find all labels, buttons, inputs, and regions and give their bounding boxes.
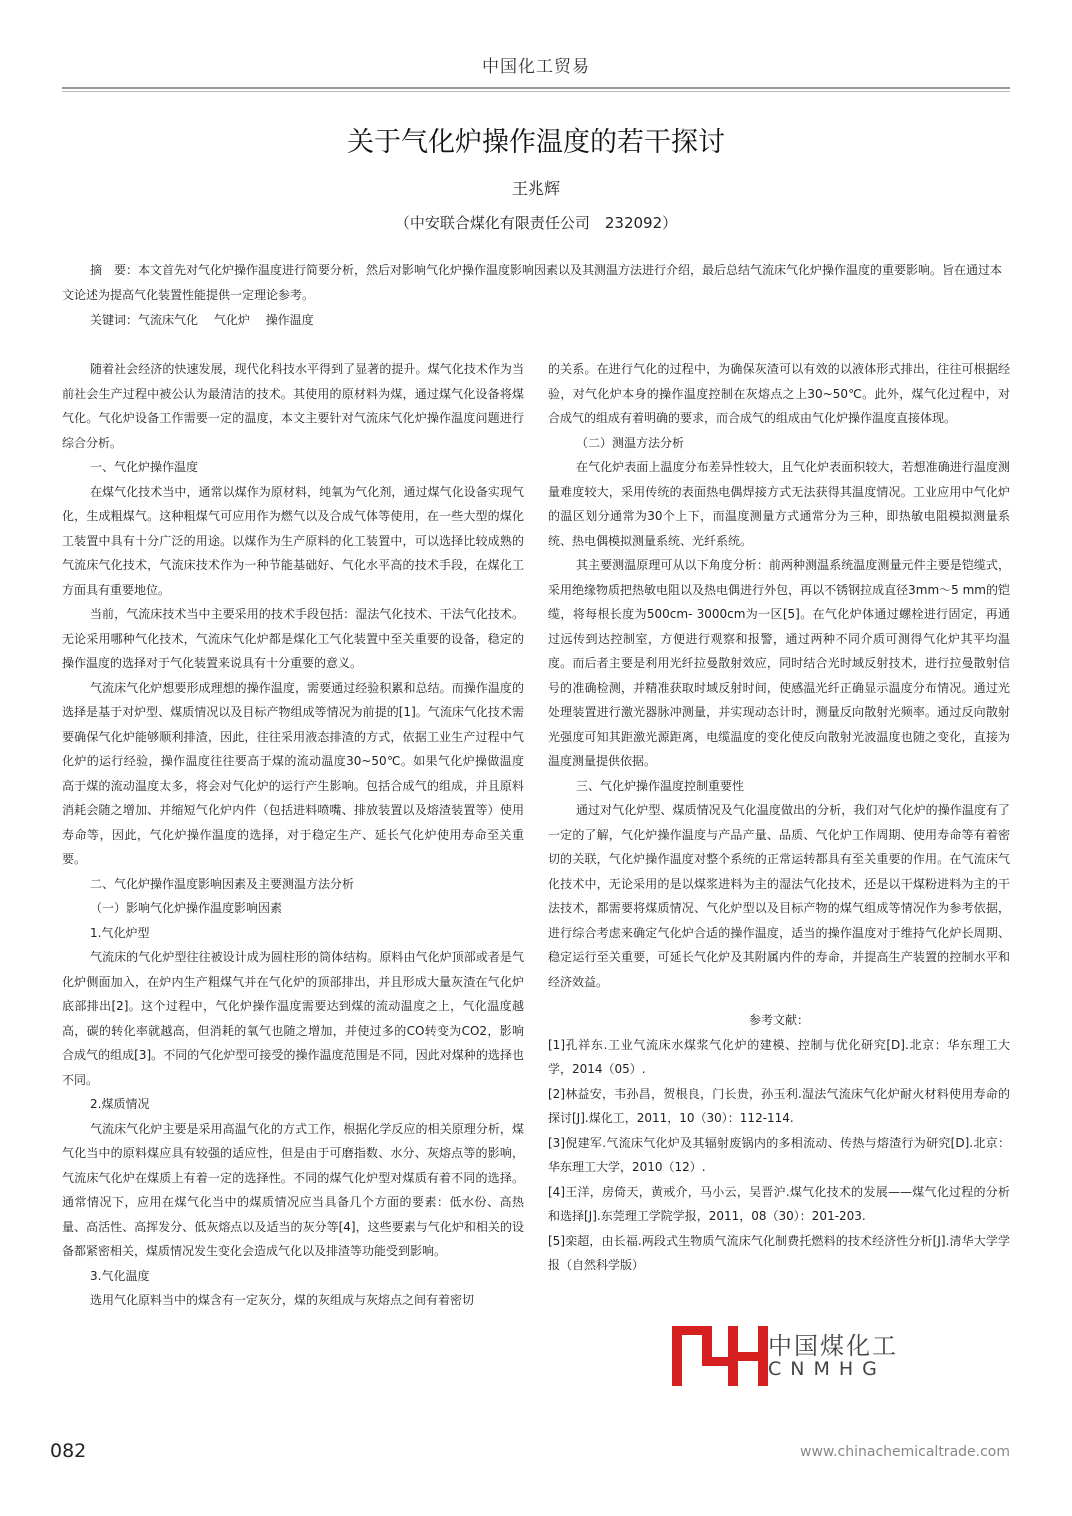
section-heading: （二）测温方法分析: [576, 435, 685, 450]
article-keywords: 关键词：气流床气化 气化炉 操作温度: [90, 313, 314, 327]
reference-item: [5]栾超，由长福.两段式生物质气流床气化制费托燃料的技术经济性分析[J].清华大学学报（自然科学版）: [548, 1233, 1010, 1272]
article-abstract: 摘 要：本文首先对气化炉操作温度进行简要分析，然后对影响气化炉操作温度影响因素以及其测温方法进行介绍，最后总结气流床气化炉操作温度的重要影响。旨在通过本文论述为提高气化装置性能提供一定理论参考。: [62, 263, 1003, 302]
section-heading: 二、气化炉操作温度影响因素及主要测温方法分析: [90, 876, 355, 891]
paragraph: 在气化炉表面上温度分布差异性较大，且气化炉表面积较大，若想准确进行温度测量难度较大，采用传统的表面热电偶焊接方式无法获得其温度情况。工业应用中气化炉的温区划分通常为30个上下，而温度测量方式通常分为三种，即热敏电阻模拟测量系统、热电偶模拟测量系统、光纤系统。: [548, 460, 1010, 548]
header-rule: [62, 87, 1010, 89]
paragraph: 选用气化原料当中的煤含有一定灰分，煤的灰组成与灰熔点之间有着密切: [90, 1293, 475, 1307]
reference-item: [1]孔祥东.工业气流床水煤浆气化炉的建模、控制与优化研究[D].北京：华东理工大学，2014（05）.: [548, 1037, 1010, 1076]
article-affiliation: （中安联合煤化有限责任公司 232092）: [394, 214, 678, 232]
references-heading: 参考文献：: [748, 1013, 809, 1027]
page-number: 082: [50, 1440, 87, 1462]
reference-item: [4]王洋，房倚天，黄戒介，马小云，吴晋沪.煤气化技术的发展——煤气化过程的分析和选择[J].东莞理工学院学报，2011，08（30）：201-203.: [548, 1184, 1010, 1223]
journal-name: 中国化工贸易: [482, 57, 590, 77]
section-heading: 2.煤质情况: [90, 1097, 150, 1111]
section-heading: 一、气化炉操作温度: [90, 460, 199, 474]
reference-item: [2]林益安，韦孙昌，贺根良，门长贵，孙玉利.湿法气流床气化炉耐火材料使用寿命的探讨[J].煤化工，2011，10（30）：112-114.: [548, 1086, 1010, 1125]
article-author: 王兆辉: [511, 179, 560, 198]
paragraph: 气流床气化炉想要形成理想的操作温度，需要通过经验积累和总结。而操作温度的选择是基于对炉型、煤质情况以及目标产物组成等情况为前提的[1]。气流床气化技术需要确保气化炉能够顺利排渣，因此，往往采用液态排渣的方式，依据工业生产过程中气化炉的运行经验，操作温度往往要高于煤的流动温度30~50℃。如果气化炉操做温度高于煤的流动温度太多，将会对气化炉的运行产生影响。包括合成气的组成，并且原料消耗会随之增加、并缩短气化炉内件（包括进料喷嘴、排放装置以及熔渣装置等）使用寿命等，因此，气化炉操作温度的选择，对于稳定生产、延长气化炉使用寿命至关重要。: [62, 680, 524, 866]
logo-text-cn: 中国煤化工: [768, 1332, 898, 1360]
section-heading: 三、气化炉操作温度控制重要性: [576, 778, 745, 793]
article-title: 关于气化炉操作温度的若干探讨: [347, 127, 725, 158]
paragraph: 在煤气化技术当中，通常以煤作为原材料，纯氧为气化剂，通过煤气化设备实现气化，生成粗煤气。这种粗煤气可应用作为燃气以及合成气体等使用，在一些大型的煤化工装置中具有十分广泛的用途。以煤作为生产原料的化工装置中，可以选择比较成熟的气流床气化技术，气流床技术作为一种节能基础好、气化水平高的技术手段，在煤化工方面具有重要地位。: [62, 484, 524, 597]
website-link[interactable]: www.chinachemicaltrade.com: [800, 1444, 1010, 1460]
section-heading: 3.气化温度: [90, 1268, 150, 1283]
paragraph: 当前，气流床技术当中主要采用的技术手段包括：湿法气化技术、干法气化技术。无论采用哪种气化技术，气流床气化炉都是煤化工气化装置中至关重要的设备，稳定的操作温度的选择对于气化装置来说具有十分重要的意义。: [62, 607, 524, 670]
paragraph: 的关系。在进行气化的过程中，为确保灰渣可以有效的以液体形式排出，往往可根据经验，对气化炉本身的操作温度控制在灰熔点之上30~50℃。此外，煤气化过程中，对合成气的组成有着明确的要求，而合成气的组成由气化炉操作温度直接体现。: [548, 362, 1010, 425]
reference-item: [3]倪建军.气流床气化炉及其辐射废锅内的多相流动、传热与熔渣行为研究[D].北京：华东理工大学，2010（12）.: [548, 1135, 1010, 1174]
paragraph: 气流床气化炉主要是采用高温气化的方式工作，根据化学反应的相关原理分析，煤气化当中的原料煤应具有较强的适应性，但是由于可磨指数、水分、灰熔点等的影响，气流床气化炉在煤质上有着一定的选择性。不同的煤气化炉型对煤质有着不同的选择。通常情况下，应用在煤气化当中的煤质情况应当具备几个方面的要素：低水份、高热量、高活性、高挥发分、低灰熔点以及适当的灰分等[4]，这些要素与气化炉和相关的设备都紧密相关，煤质情况发生变化会造成气化以及排渣等功能受到影响。: [62, 1121, 524, 1258]
paragraph: 随着社会经济的快速发展，现代化科技水平得到了显著的提升。煤气化技术作为当前社会生产过程中被公认为最清洁的技术。其使用的原材料为煤，通过煤气化设备将煤气化。气化炉设备工作需要一定的温度，本文主要针对气流床气化炉操作温度问题进行综合分析。: [62, 362, 524, 450]
logo-text-en: CNMHG: [768, 1358, 886, 1380]
header-rule-thin: [62, 91, 1010, 92]
paragraph: 其主要测温原理可从以下角度分析：前两种测温系统温度测量元件主要是铠缆式，采用绝缘物质把热敏电阻以及热电偶进行外包，再以不锈钢拉成直径3mm～5 mm的铠缆，将每根长度为500cm- 3000cm为一区[5]。在气化炉体通过螺栓进行固定，再通过远传到达控制室，方便进行观察和报警，通过两种不同介质可测得气化炉其平均温度。而后者主要是利用光纤拉曼散射效应，同时结合光时域反射技术，进行拉曼散射信号的准确检测，并精准获取时域反射时间，使感温光纤正确显示温度分布情况。通过光处理装置进行激光器脉冲测量，并实现动态计时，测量反向散射光频率。通过反向散射光强度可知其距激光源距离，电缆温度的变化使反向散射光波温度也随之变化，直接为温度测量提供依据。: [548, 558, 1010, 768]
right-column: [548, 357, 1010, 1278]
paragraph: 气流床的气化炉型往往被设计成为圆柱形的筒体结构。原料由气化炉顶部或者是气化炉侧面加入，在炉内生产粗煤气并在气化炉的顶部排出，并且形成大量灰渣在气化炉底部排出[2]。这个过程中，气化炉操作温度需要达到煤的流动温度之上，气化温度越高，碳的转化率就越高，但消耗的氧气也随之增加，并使过多的CO转变为CO2，影响合成气的组成[3]。不同的气化炉型可接受的操作温度范围是不同，因此对煤种的选择也不同。: [62, 950, 524, 1087]
paragraph: 通过对气化炉型、煤质情况及气化温度做出的分析，我们对气化炉的操作温度有了一定的了解，气化炉操作温度与产品产量、品质、气化炉工作周期、使用寿命等有着密切的关联，气化炉操作温度对整个系统的正常运转都具有至关重要的作用。在气流床气化技术中，无论采用的是以煤浆进料为主的湿法气化技术，还是以干煤粉进料为主的干法技术，都需要将煤质情况、气化炉型以及目标产物的煤气组成等情况作为参考依据，进行综合考虑来确定气化炉合适的操作温度，适当的操作温度对于维持气化炉长周期、稳定运行至关重要，可延长气化炉及其附属内件的寿命，并提高生产装置的控制水平和经济效益。: [548, 803, 1010, 989]
left-column: [62, 357, 524, 1313]
section-heading: （一）影响气化炉操作温度影响因素: [90, 901, 283, 915]
section-heading: 1.气化炉型: [90, 925, 150, 940]
